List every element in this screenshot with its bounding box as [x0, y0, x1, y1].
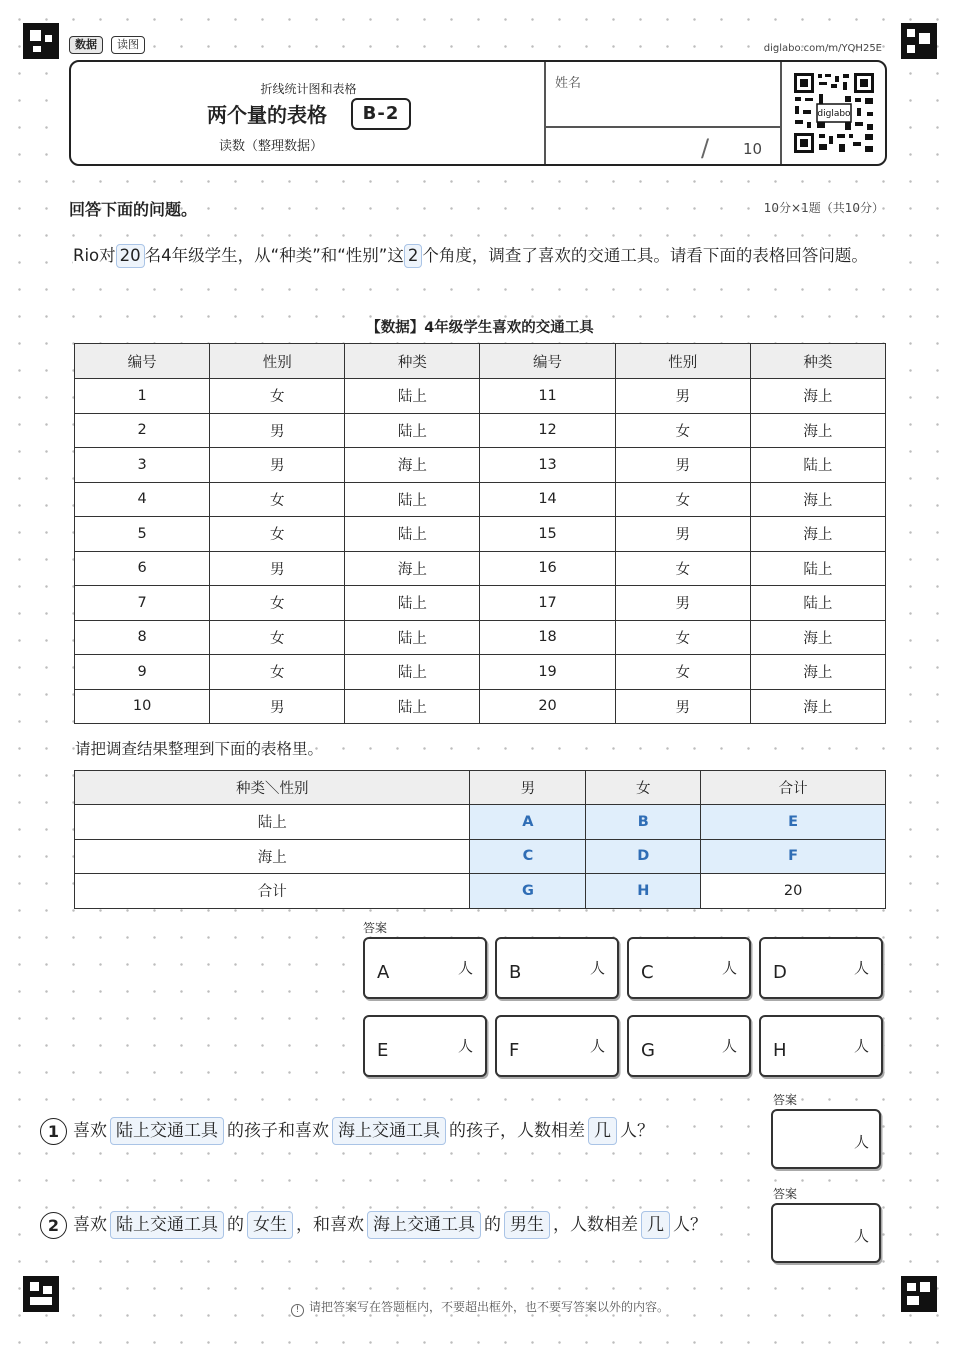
answer-box-f[interactable]	[495, 1015, 619, 1077]
perspective-count: 2	[404, 244, 423, 268]
table-cell: 5	[75, 517, 210, 552]
question-text: 人？	[673, 1215, 707, 1235]
table-cell: 男	[210, 448, 345, 483]
question-text: 喜欢	[73, 1215, 107, 1235]
table-cell: 女	[615, 655, 750, 690]
corner-marker-top-right	[901, 23, 937, 59]
question-text: 的孩子，人数相差	[449, 1121, 585, 1141]
unit-label: 人	[853, 1037, 869, 1055]
table-cell: 4	[75, 482, 210, 517]
question-text: 的	[484, 1215, 501, 1235]
table-cell: 2	[75, 413, 210, 448]
table-row	[75, 379, 886, 414]
score-slash: /	[701, 134, 710, 162]
table-row	[75, 517, 886, 552]
answer-label: 答案	[773, 1187, 798, 1201]
table-cell: 女	[210, 482, 345, 517]
table-cell: 20	[480, 689, 615, 724]
unit-label: 人	[853, 1133, 869, 1151]
column-header: 男	[470, 771, 586, 805]
footer-text: 请把答案写在答题框内，不要超出框外，也不要写答案以外的内容。	[308, 1300, 669, 1314]
instruction-heading: 回答下面的问题。	[69, 200, 198, 219]
name-label: 姓名	[555, 76, 582, 91]
unit-label: 人	[721, 959, 737, 977]
table-cell: 陆上	[750, 586, 885, 621]
table-cell: 女	[210, 620, 345, 655]
answer-box-letter: D	[773, 962, 787, 983]
intro-paragraph	[73, 240, 888, 272]
column-header: 编号	[480, 344, 615, 379]
header-title: 两个量的表格	[207, 103, 327, 127]
answer-box-q2[interactable]	[771, 1203, 881, 1263]
table-cell: 陆上	[345, 413, 480, 448]
question-text: ，和喜欢	[296, 1215, 364, 1235]
answer-box-a[interactable]	[363, 937, 487, 999]
table-cell: 陆上	[345, 517, 480, 552]
url-text: diglabo.com/m/YQH25E	[763, 43, 882, 54]
table-cell: 女	[210, 379, 345, 414]
table-cell: 陆上	[345, 620, 480, 655]
question-number: 1	[40, 1118, 67, 1145]
table-row	[75, 448, 886, 483]
worksheet-header	[69, 60, 887, 166]
table-cell: 海上	[750, 517, 885, 552]
corner-marker-top-left	[23, 23, 59, 59]
table-cell: 女	[210, 586, 345, 621]
table-cell: 男	[615, 379, 750, 414]
table-cell: 女	[615, 551, 750, 586]
table-cell: 陆上	[345, 655, 480, 690]
header-category: 折线统计图和表格	[260, 82, 357, 96]
table-cell: 13	[480, 448, 615, 483]
question-text: 人？	[620, 1121, 654, 1141]
table-cell: 10	[75, 689, 210, 724]
keyword-box: 几	[588, 1117, 617, 1145]
column-header: 性别	[210, 344, 345, 379]
header-divider	[780, 62, 782, 164]
answer-box-h[interactable]	[759, 1015, 883, 1077]
unit-label: 人	[457, 959, 473, 977]
tag-read-chart: 读图	[111, 36, 145, 54]
table-cell: 男	[615, 517, 750, 552]
table-cell: 17	[480, 586, 615, 621]
table-row	[75, 874, 886, 909]
table-cell: 男	[615, 586, 750, 621]
keyword-box: 几	[641, 1211, 670, 1239]
table-cell: 陆上	[345, 379, 480, 414]
table-row	[75, 805, 886, 840]
column-header: 种类＼性别	[75, 771, 470, 805]
table-cell: 男	[210, 413, 345, 448]
table-cell: 女	[210, 655, 345, 690]
table-cell: 女	[615, 482, 750, 517]
keyword-box: 海上交通工具	[332, 1117, 446, 1145]
table-cell: 20	[701, 874, 886, 909]
answer-box-c[interactable]	[627, 937, 751, 999]
table-cell: 陆上	[75, 805, 470, 840]
blank-cell: G	[470, 874, 586, 909]
summary-table	[74, 770, 886, 909]
table-cell: 陆上	[345, 482, 480, 517]
question-text: ，人数相差	[553, 1215, 638, 1235]
question-text: 的孩子和喜欢	[227, 1121, 329, 1141]
table-cell: 女	[615, 620, 750, 655]
table-cell: 陆上	[345, 689, 480, 724]
question-2	[40, 1210, 707, 1240]
points-info: 10分×1题（共10分）	[763, 201, 884, 215]
unit-label: 人	[721, 1037, 737, 1055]
answer-box-letter: B	[509, 962, 522, 983]
keyword-box: 海上交通工具	[367, 1211, 481, 1239]
unit-label: 人	[457, 1037, 473, 1055]
answer-label: 答案	[773, 1093, 798, 1107]
table-cell: 16	[480, 551, 615, 586]
column-header: 种类	[750, 344, 885, 379]
table-cell: 海上	[345, 551, 480, 586]
tag-data: 数据	[69, 36, 103, 54]
answer-box-b[interactable]	[495, 937, 619, 999]
blank-cell: A	[470, 805, 586, 840]
question-text: 的	[227, 1215, 244, 1235]
table-cell: 19	[480, 655, 615, 690]
unit-label: 人	[589, 959, 605, 977]
table-row	[75, 482, 886, 517]
table-cell: 男	[210, 689, 345, 724]
intro-text-3: 个角度，调查了喜欢的交通工具。请看下面的表格回答问题。	[422, 246, 868, 265]
keyword-box: 男生	[504, 1211, 550, 1239]
table-cell: 海上	[750, 379, 885, 414]
table-cell: 18	[480, 620, 615, 655]
answer-label: 答案	[363, 921, 388, 935]
answer-box-letter: A	[377, 962, 390, 983]
table-cell: 8	[75, 620, 210, 655]
table-cell: 3	[75, 448, 210, 483]
answer-box-letter: G	[641, 1040, 655, 1061]
info-icon: !	[291, 1304, 304, 1317]
blank-cell: E	[701, 805, 886, 840]
table-cell: 海上	[345, 448, 480, 483]
unit-label: 人	[589, 1037, 605, 1055]
qr-label: diglabo	[817, 109, 851, 119]
table-cell: 男	[210, 551, 345, 586]
answer-box-letter: F	[509, 1040, 520, 1061]
intro-text-1: Rio对	[73, 246, 116, 265]
table-row	[75, 551, 886, 586]
blank-cell: F	[701, 839, 886, 874]
keyword-box: 陆上交通工具	[110, 1117, 224, 1145]
answer-box-letter: C	[641, 962, 654, 983]
answer-box-letter: H	[773, 1040, 787, 1061]
table-cell: 7	[75, 586, 210, 621]
table-cell: 合计	[75, 874, 470, 909]
table-cell: 海上	[750, 413, 885, 448]
qr-code-icon	[793, 72, 875, 154]
table-row	[75, 620, 886, 655]
table-cell: 陆上	[750, 448, 885, 483]
question-number: 2	[40, 1212, 67, 1239]
table-cell: 9	[75, 655, 210, 690]
table-cell: 男	[615, 448, 750, 483]
blank-cell: D	[586, 839, 701, 874]
data-table-caption: 【数据】4年级学生喜欢的交通工具	[366, 320, 594, 336]
blank-cell: B	[586, 805, 701, 840]
table-cell: 海上	[750, 655, 885, 690]
answer-box-d[interactable]	[759, 937, 883, 999]
table-cell: 1	[75, 379, 210, 414]
table-row	[75, 655, 886, 690]
header-code: B-2	[351, 98, 411, 130]
answer-box-q1[interactable]	[771, 1109, 881, 1169]
table-cell: 女	[210, 517, 345, 552]
answer-box-letter: E	[377, 1040, 389, 1061]
header-divider	[544, 126, 780, 128]
header-divider	[544, 62, 546, 164]
table-cell: 海上	[750, 620, 885, 655]
question-text: 喜欢	[73, 1121, 107, 1141]
table-row	[75, 689, 886, 724]
blank-cell: H	[586, 874, 701, 909]
table-cell: 陆上	[750, 551, 885, 586]
table-cell: 海上	[750, 482, 885, 517]
table-cell: 女	[615, 413, 750, 448]
column-header: 女	[586, 771, 701, 805]
score-total: 10	[743, 140, 763, 158]
column-header: 编号	[75, 344, 210, 379]
student-count: 20	[116, 244, 145, 268]
table-cell: 海上	[75, 839, 470, 874]
table-row	[75, 413, 886, 448]
question-1	[40, 1116, 654, 1146]
table-cell: 男	[615, 689, 750, 724]
answer-box-g[interactable]	[627, 1015, 751, 1077]
table-cell: 海上	[750, 689, 885, 724]
table-cell: 6	[75, 551, 210, 586]
column-header: 合计	[701, 771, 886, 805]
table-row	[75, 839, 886, 874]
keyword-box: 陆上交通工具	[110, 1211, 224, 1239]
blank-cell: C	[470, 839, 586, 874]
unit-label: 人	[853, 959, 869, 977]
unit-label: 人	[853, 1227, 869, 1245]
footer-note	[0, 1298, 960, 1317]
table-cell: 陆上	[345, 586, 480, 621]
table-cell: 12	[480, 413, 615, 448]
header-subtitle: 读数（整理数据）	[218, 139, 323, 154]
table-row	[75, 586, 886, 621]
column-header: 种类	[345, 344, 480, 379]
data-table	[74, 343, 886, 724]
table-cell: 11	[480, 379, 615, 414]
table-cell: 14	[480, 482, 615, 517]
keyword-box: 女生	[247, 1211, 293, 1239]
table-cell: 15	[480, 517, 615, 552]
intro-text-2: 名4年级学生，从“种类”和“性别”这	[144, 246, 404, 265]
sort-instruction: 请把调查结果整理到下面的表格里。	[75, 740, 324, 758]
column-header: 性别	[615, 344, 750, 379]
answer-box-e[interactable]	[363, 1015, 487, 1077]
